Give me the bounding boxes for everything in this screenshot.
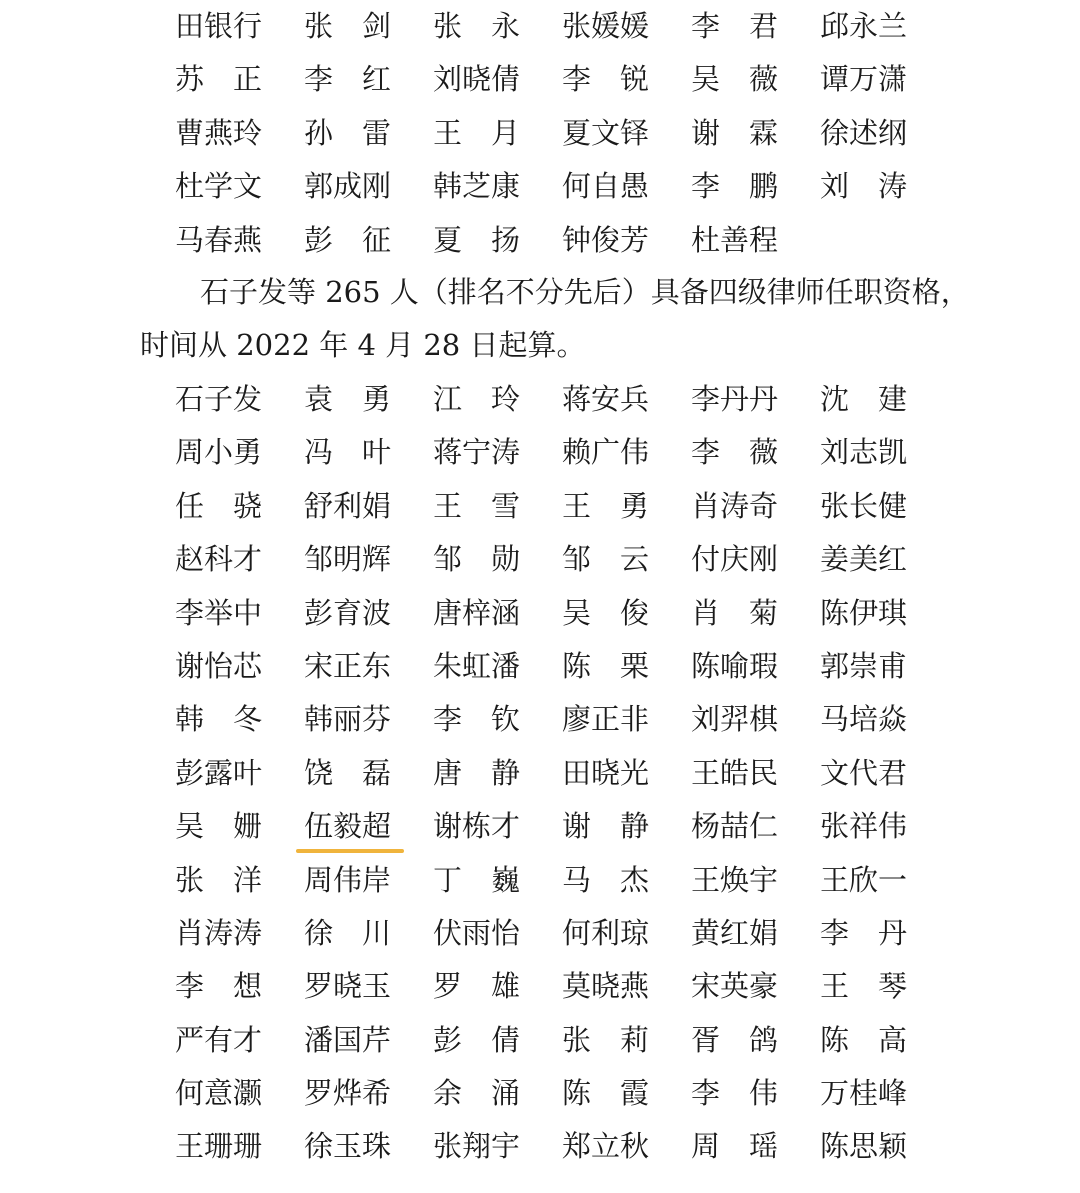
person-name: 刘羿棋 xyxy=(691,702,779,737)
person-name: 曹燕玲 xyxy=(175,115,263,150)
person-name: 何自愚 xyxy=(562,169,650,204)
person-name: 杜善程 xyxy=(691,222,779,257)
person-name: 冯叶 xyxy=(304,435,421,470)
person-name: 唐静 xyxy=(433,755,550,790)
person-name: 吴姗 xyxy=(175,809,292,844)
person-name: 王雪 xyxy=(433,488,550,523)
person-name: 夏扬 xyxy=(433,222,550,257)
person-name: 任骁 xyxy=(175,488,292,523)
person-name: 廖正非 xyxy=(562,702,650,737)
person-name: 胥鸽 xyxy=(691,1022,808,1057)
person-name: 王皓民 xyxy=(691,755,779,790)
person-name: 潘国芹 xyxy=(304,1022,392,1057)
person-name: 徐玉珠 xyxy=(304,1129,392,1164)
person-name: 谭万潇 xyxy=(820,62,908,97)
person-name: 李想 xyxy=(175,969,292,1004)
person-name: 邱永兰 xyxy=(820,9,908,43)
person-name: 伏雨怡 xyxy=(433,915,521,950)
person-name: 马杰 xyxy=(562,862,679,897)
person-name: 韩丽芬 xyxy=(304,702,392,737)
name-row xyxy=(0,214,1080,267)
person-name: 马春燕 xyxy=(175,222,263,257)
person-name: 蒋宁涛 xyxy=(433,435,521,470)
person-name: 沈建 xyxy=(820,382,937,416)
person-name: 李红 xyxy=(304,62,421,97)
person-name: 张莉 xyxy=(562,1022,679,1057)
person-name: 周瑶 xyxy=(691,1129,808,1164)
person-name: 周伟岸 xyxy=(304,862,392,897)
person-name: 李鹏 xyxy=(691,169,808,204)
person-name: 姜美红 xyxy=(820,542,908,577)
person-name: 肖涛涛 xyxy=(175,915,263,950)
person-name: 赖广伟 xyxy=(562,435,650,470)
person-name: 赵科才 xyxy=(175,542,263,577)
name-row xyxy=(0,0,1080,53)
person-name: 谢栋才 xyxy=(433,809,521,844)
person-name: 王勇 xyxy=(562,488,679,523)
name-row xyxy=(0,107,1080,160)
person-name: 肖涛奇 xyxy=(691,488,779,523)
person-name: 舒利娟 xyxy=(304,488,392,523)
name-grid-top xyxy=(0,0,1080,267)
name-row xyxy=(0,160,1080,213)
person-name: 张剑 xyxy=(304,9,421,43)
person-name: 付庆刚 xyxy=(691,542,779,577)
name-row xyxy=(0,533,1080,586)
person-name: 李薇 xyxy=(691,435,808,470)
person-name: 万桂峰 xyxy=(820,1076,908,1111)
person-name: 吴薇 xyxy=(691,62,808,97)
name-row xyxy=(0,480,1080,533)
person-name: 韩芝康 xyxy=(433,169,521,204)
qualification-paragraph-line-1: 石子发等 265 人（排名不分先后）具备四级律师任职资格， xyxy=(200,275,970,309)
person-name: 郭成刚 xyxy=(304,169,392,204)
person-name: 田银行 xyxy=(175,9,263,43)
person-name: 彭倩 xyxy=(433,1022,550,1057)
person-name: 蒋安兵 xyxy=(562,382,650,416)
person-name: 周小勇 xyxy=(175,435,263,470)
person-name: 王焕宇 xyxy=(691,862,779,897)
person-name: 陈喻瑕 xyxy=(691,648,779,683)
person-name: 李君 xyxy=(691,9,808,43)
name-row xyxy=(0,587,1080,640)
person-name: 肖菊 xyxy=(691,595,808,630)
qualification-paragraph-line-2: 时间从 2022 年 4 月 28 日起算。 xyxy=(140,328,586,362)
person-name: 伍毅超 xyxy=(304,809,392,844)
name-row xyxy=(0,747,1080,800)
person-name: 严有才 xyxy=(175,1022,263,1057)
person-name: 李钦 xyxy=(433,702,550,737)
person-name: 田晓光 xyxy=(562,755,650,790)
person-name: 邹明辉 xyxy=(304,542,392,577)
name-row xyxy=(0,907,1080,960)
person-name: 莫晓燕 xyxy=(562,969,650,1004)
person-name: 朱虹潘 xyxy=(433,648,521,683)
person-name: 李丹丹 xyxy=(691,382,779,416)
person-name: 谢霖 xyxy=(691,115,808,150)
person-name: 陈栗 xyxy=(562,648,679,683)
person-name: 王月 xyxy=(433,115,550,150)
person-name: 李锐 xyxy=(562,62,679,97)
person-name: 徐述纲 xyxy=(820,115,908,150)
person-name: 宋正东 xyxy=(304,648,392,683)
person-name: 谢静 xyxy=(562,809,679,844)
person-name: 郑立秋 xyxy=(562,1129,650,1164)
name-row xyxy=(0,426,1080,479)
name-row xyxy=(0,800,1080,853)
person-name: 江玲 xyxy=(433,382,550,416)
person-name: 彭露叶 xyxy=(175,755,263,790)
person-name: 郭崇甫 xyxy=(820,648,908,683)
person-name: 钟俊芳 xyxy=(562,222,650,257)
person-name: 何利琼 xyxy=(562,915,650,950)
person-name: 张长健 xyxy=(820,488,908,523)
person-name: 陈伊琪 xyxy=(820,595,908,630)
person-name: 罗烨希 xyxy=(304,1076,392,1111)
person-name: 宋英豪 xyxy=(691,969,779,1004)
name-row xyxy=(0,640,1080,693)
person-name: 余涌 xyxy=(433,1076,550,1111)
name-row xyxy=(0,1067,1080,1120)
person-name: 王欣一 xyxy=(820,862,908,897)
person-name: 陈高 xyxy=(820,1022,937,1057)
person-name: 文代君 xyxy=(820,755,908,790)
name-row xyxy=(0,960,1080,1013)
person-name: 袁勇 xyxy=(304,382,421,416)
person-name: 饶磊 xyxy=(304,755,421,790)
person-name: 邹勋 xyxy=(433,542,550,577)
person-name: 张祥伟 xyxy=(820,809,908,844)
highlight-underline xyxy=(296,849,404,853)
person-name: 丁巍 xyxy=(433,862,550,897)
person-name: 罗晓玉 xyxy=(304,969,392,1004)
name-row xyxy=(0,53,1080,106)
person-name: 杨喆仁 xyxy=(691,809,779,844)
person-name: 李伟 xyxy=(691,1076,808,1111)
person-name: 陈霞 xyxy=(562,1076,679,1111)
person-name: 彭育波 xyxy=(304,595,392,630)
person-name: 杜学文 xyxy=(175,169,263,204)
name-grid-bottom xyxy=(0,373,1080,1174)
person-name: 张媛媛 xyxy=(562,9,650,43)
name-row xyxy=(0,1120,1080,1173)
person-name: 张洋 xyxy=(175,862,292,897)
person-name: 张永 xyxy=(433,9,550,43)
person-name: 邹云 xyxy=(562,542,679,577)
person-name: 唐梓涵 xyxy=(433,595,521,630)
person-name: 彭征 xyxy=(304,222,421,257)
person-name: 张翔宇 xyxy=(433,1129,521,1164)
name-row xyxy=(0,373,1080,426)
name-row xyxy=(0,1014,1080,1067)
person-name: 李举中 xyxy=(175,595,263,630)
person-name: 谢怡芯 xyxy=(175,648,263,683)
person-name: 王琴 xyxy=(820,969,937,1004)
person-name: 苏正 xyxy=(175,62,292,97)
person-name: 陈思颖 xyxy=(820,1129,908,1164)
person-name: 罗雄 xyxy=(433,969,550,1004)
person-name: 石子发 xyxy=(175,382,263,416)
person-name: 黄红娟 xyxy=(691,915,779,950)
person-name: 吴俊 xyxy=(562,595,679,630)
name-row xyxy=(0,693,1080,746)
person-name: 李丹 xyxy=(820,915,937,950)
person-name: 韩冬 xyxy=(175,702,292,737)
person-name: 何意灏 xyxy=(175,1076,263,1111)
person-name: 刘晓倩 xyxy=(433,62,521,97)
person-name: 孙雷 xyxy=(304,115,421,150)
name-row xyxy=(0,854,1080,907)
person-name: 刘涛 xyxy=(820,169,937,204)
person-name: 夏文铎 xyxy=(562,115,650,150)
person-name: 王珊珊 xyxy=(175,1129,263,1164)
person-name: 徐川 xyxy=(304,915,421,950)
person-name: 刘志凯 xyxy=(820,435,908,470)
person-name: 马培焱 xyxy=(820,702,908,737)
